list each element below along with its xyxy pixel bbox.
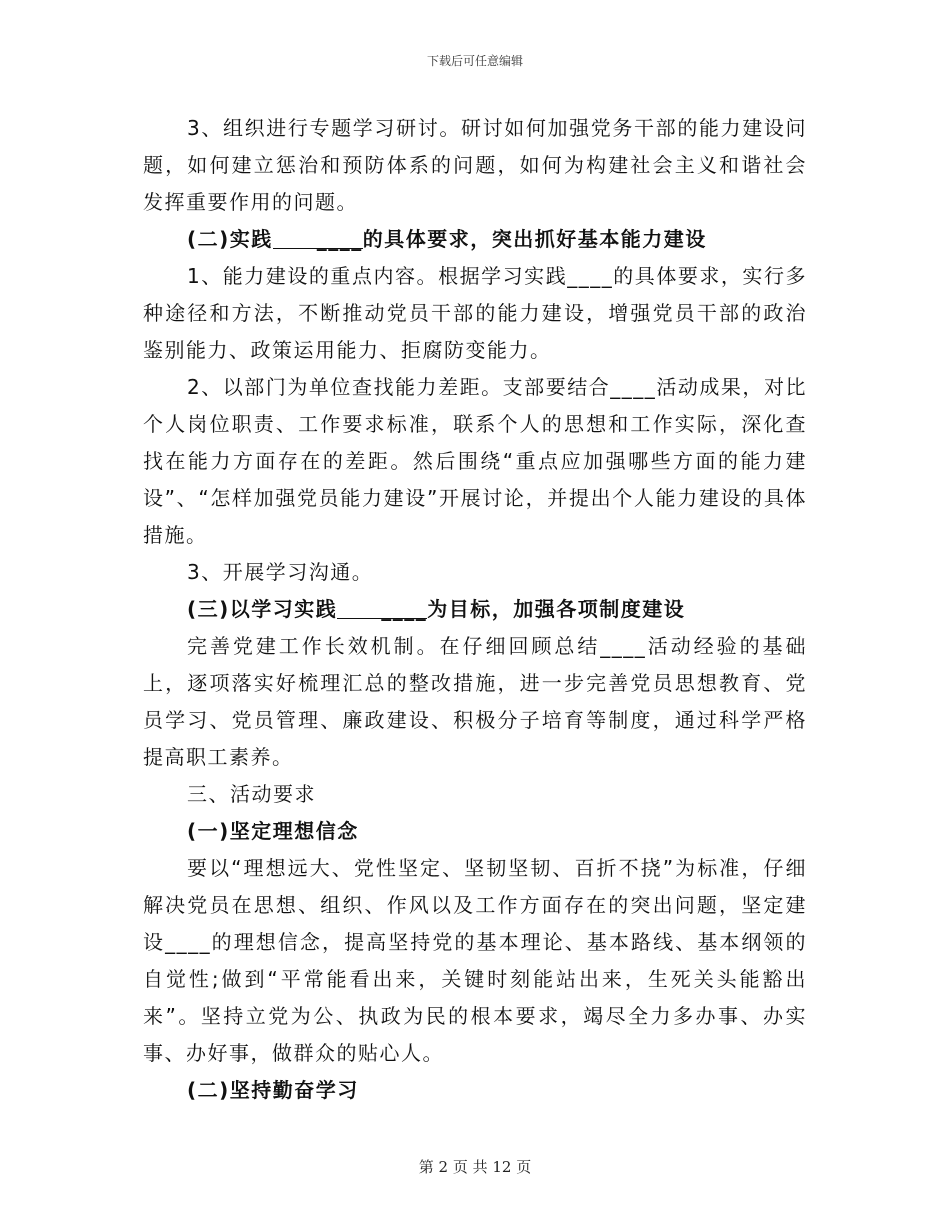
paragraph-5: 完善党建工作长效机制。在仔细回顾总结____活动经验的基础上，逐项落实好梳理汇总的整改措施，进一步完善党员思想教育、党员学习、党员管理、廉政建设、积极分子培育等制度，通过科学严格提高职工素养。	[143, 634, 807, 769]
section-heading-2-3	[143, 591, 807, 628]
heading-text-before: (二)实践	[187, 227, 273, 251]
paragraph-2: 1、能力建设的重点内容。根据学习实践____的具体要求，实行多种途径和方法，不断推动党员干部的能力建设，增强党员干部的政治鉴别能力、政策运用能力、拒腐防变能力。	[143, 264, 807, 362]
heading-text-before: (三)以学习实践	[187, 597, 338, 621]
paragraph-6: 要以“理想远大、党性坚定、坚韧坚韧、百折不挠”为标准，仔细解决党员在思想、组织、作风以及工作方面存在的突出问题，坚定建设____的理想信念，提高坚持党的基本理论、基本路线、基本纲领的自觉性;做到“平常能看出来，关键时刻能站出来，生死关头能豁出来”。坚持立党为公、执政为民的根本要求，竭尽全力多办事、办实事、办好事，做群众的贴心人。	[143, 856, 807, 1065]
heading-blank: ____	[273, 230, 363, 249]
section-heading-3-1: (一)坚定理想信念	[187, 819, 359, 843]
heading-text-after: 的具体要求，突出抓好基本能力建设	[362, 227, 707, 251]
paragraph-4: 3、开展学习沟通。	[187, 560, 374, 584]
paragraph-3: 2、以部门为单位查找能力差距。支部要结合____活动成果，对比个人岗位职责、工作要求标准，联系个人的思想和工作实际，深化查找在能力方面存在的差距。然后围绕“重点应加强哪些方面的能力建设”、“怎样加强党员能力建设”开展讨论，并提出个人能力建设的具体措施。	[143, 375, 807, 547]
page-header: 下载后可任意编辑	[426, 54, 523, 68]
section-heading-3: 三、活动要求	[187, 782, 316, 806]
section-heading-3-2: (二)坚持勤奋学习	[187, 1078, 359, 1102]
heading-blank: ____	[337, 600, 427, 619]
heading-text-after: 为目标，加强各项制度建设	[427, 597, 686, 621]
page-footer: 第 2 页 共 12 页	[418, 1158, 532, 1176]
document-body	[143, 110, 807, 1109]
section-heading-2-2	[143, 221, 807, 258]
paragraph-1: 3、组织进行专题学习研讨。研讨如何加强党务干部的能力建设问题，如何建立惩治和预防体系的问题，如何为构建社会主义和谐社会发挥重要作用的问题。	[143, 116, 807, 214]
